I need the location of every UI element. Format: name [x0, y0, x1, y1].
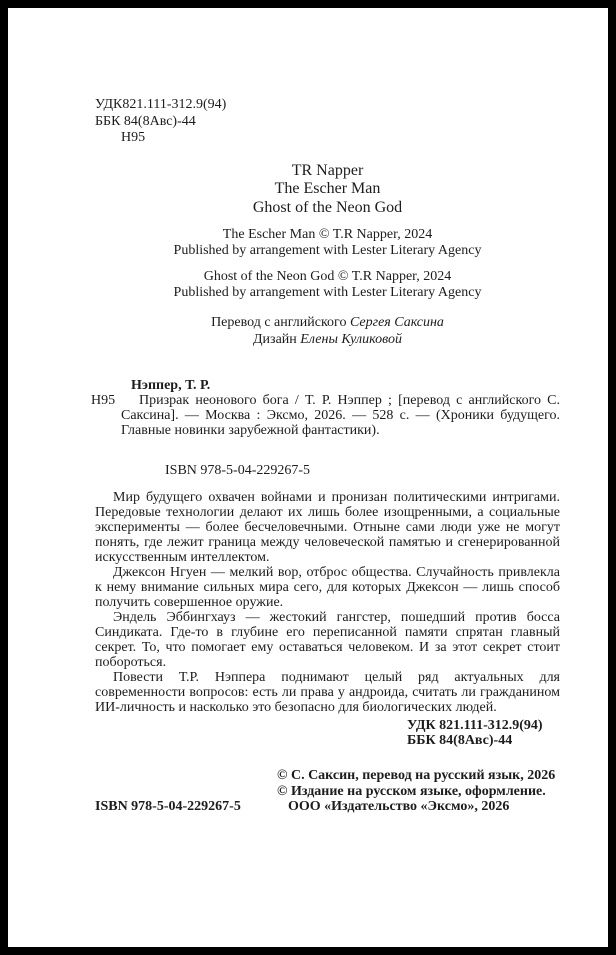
original-author: TR Napper — [291, 161, 364, 179]
annotation-paragraph: Эндель Эббингхауз — жестокий гангстер, пошедший против босса Синдиката. Где-то в глубине его переписанной памяти спрятан главный секрет. То, что помогает ему оставаться человеком. И за этот секрет стоит побороться. — [95, 610, 560, 670]
edition-copyright-line: © Издание на русском языке, оформление. — [277, 783, 546, 799]
publisher-line: ООО «Издательство «Эксмо», 2026 — [288, 799, 510, 814]
annotation-paragraph: Джексон Нгуен — мелкий вор, отброс общества. Случайность привлекла к нему внимание сильных мира сего, для которых Джексон — лишь способ получить совершенное оружие. — [95, 565, 560, 610]
copyright-line: The Escher Man © T.R Napper, 2024 — [222, 227, 433, 242]
annotation-paragraph: Повести Т.Р. Нэппера поднимают целый ряд актуальных для современности вопросов: есть ли права у андроида, считать ли гражданином ИИ-личность и насколько это безопасно для биологических людей. — [95, 670, 560, 715]
copyright-line: Ghost of the Neon God © T.R Napper, 2024 — [203, 269, 452, 284]
copyright-escher-man-block — [95, 227, 560, 258]
catalog-card-author: Нэппер, Т. Р. — [131, 378, 211, 393]
original-title-2: Ghost of the Neon God — [252, 198, 403, 216]
catalog-card-isbn: ISBN 978-5-04-229267-5 — [165, 463, 311, 478]
catalog-card — [91, 378, 560, 478]
designer-name: Елены Куликовой — [300, 332, 402, 347]
bbk-code: ББК 84(8Авс)-44 — [95, 113, 196, 129]
copyright-line: Published by arrangement with Lester Literary Agency — [173, 284, 482, 300]
translator-name: Сергея Саксина — [349, 315, 444, 330]
translator-copyright-line: © С. Саксин, перевод на русский язык, 2026 — [277, 768, 556, 783]
credits-block — [95, 314, 560, 348]
imprint-page — [8, 8, 608, 947]
isbn-bottom: ISBN 978-5-04-229267-5 — [95, 799, 241, 814]
top-classification-block — [95, 97, 560, 147]
udk-code: УДК821.111-312.9(94) — [95, 97, 227, 112]
annotation-paragraph: Мир будущего охвачен войнами и пронизан политическими интригами. Передовые технологии делают их лишь более изощренными, а социальные эксперименты — более бесчеловечными. Отныне сами люди уже не могут понять, где лежит граница между человеческой памятью и сгенерированной искусственным интеллектом. — [95, 490, 560, 565]
translation-credit-prefix: Перевод с английского — [211, 315, 350, 330]
copyright-neon-god-block — [95, 269, 560, 300]
author-sign-code: Н95 — [121, 130, 146, 145]
russian-copyright-block — [277, 768, 560, 815]
copyright-line: Published by arrangement with Lester Literary Agency — [173, 242, 482, 258]
page-content — [91, 8, 560, 815]
catalog-card-code: Н95 — [91, 393, 116, 408]
bottom-classification-block — [407, 718, 560, 748]
bbk-code-bottom: ББК 84(8Авс)-44 — [407, 733, 513, 748]
catalog-card-description: Призрак неонового бога / Т. Р. Нэппер ; [перевод с английского С. Саксина]. — Москва : Эксмо, 2026. — 528 с. — (Хроники будущего. Главные новинки зарубежной фантастики). — [121, 393, 560, 438]
original-title-block — [95, 162, 560, 218]
design-credit — [95, 331, 560, 348]
original-title-1: The Escher Man — [274, 180, 381, 197]
translation-credit — [95, 314, 560, 331]
design-credit-prefix: Дизайн — [253, 332, 301, 347]
bottom-copyright-block — [95, 768, 560, 815]
annotation-block — [95, 490, 560, 715]
udk-code-bottom: УДК 821.111-312.9(94) — [407, 718, 543, 733]
